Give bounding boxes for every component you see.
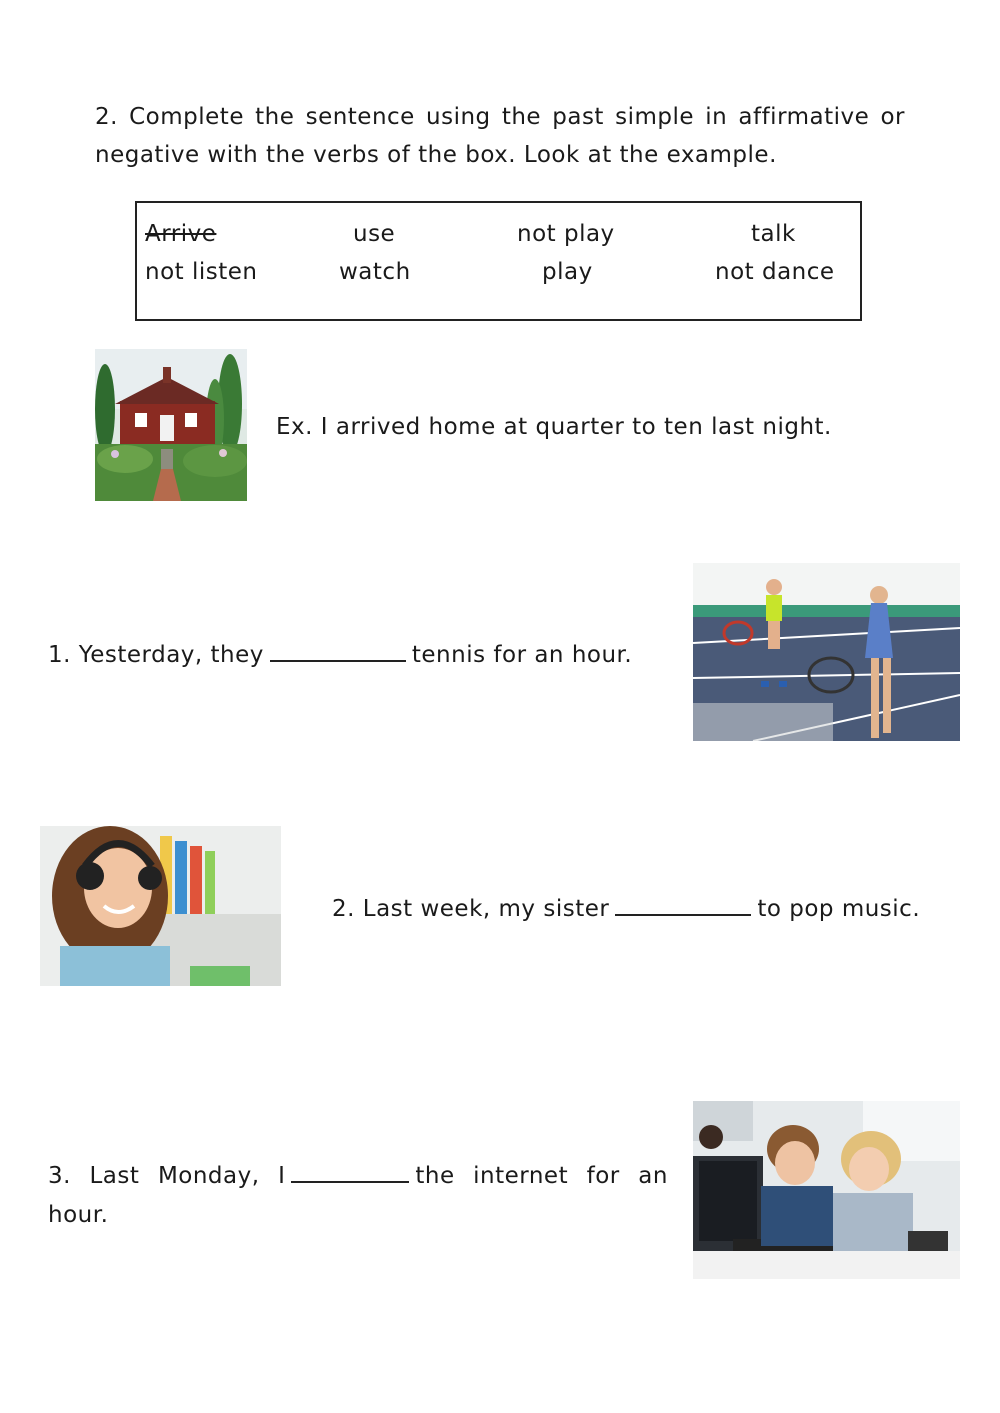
- question-3-after: the internet for an hour.: [48, 1163, 668, 1228]
- verb-watch: watch: [339, 259, 411, 285]
- question-3: [48, 1157, 668, 1235]
- question-2-after: to pop music.: [757, 896, 921, 922]
- verb-box: [135, 201, 862, 321]
- answer-blank-2[interactable]: [615, 894, 751, 916]
- answer-blank-1[interactable]: [270, 640, 406, 662]
- girl-headphones-photo: [40, 826, 281, 986]
- verb-not-dance: not dance: [715, 259, 835, 285]
- question-3-before: 3. Last Monday, I: [48, 1163, 286, 1189]
- question-1: [48, 636, 632, 675]
- verb-use: use: [353, 221, 396, 247]
- verb-talk: talk: [751, 221, 796, 247]
- question-1-after: tennis for an hour.: [411, 642, 633, 668]
- kids-computer-photo: [693, 1101, 960, 1279]
- verb-not-listen: not listen: [145, 259, 258, 285]
- example-sentence: Ex. I arrived home at quarter to ten last night.: [276, 414, 832, 440]
- verb-arrive: Arrive: [145, 221, 217, 247]
- verb-not-play: not play: [517, 221, 615, 247]
- question-2-before: 2. Last week, my sister: [332, 896, 610, 922]
- instructions-text: 2. Complete the sentence using the past simple in affirmative or negative with the verbs of the box. Look at the example.: [95, 104, 905, 168]
- answer-blank-3[interactable]: [291, 1161, 409, 1183]
- question-2: [332, 890, 920, 929]
- verb-play: play: [542, 259, 593, 285]
- question-1-before: 1. Yesterday, they: [48, 642, 264, 668]
- cottage-photo: [95, 349, 247, 501]
- tennis-photo: [693, 563, 960, 741]
